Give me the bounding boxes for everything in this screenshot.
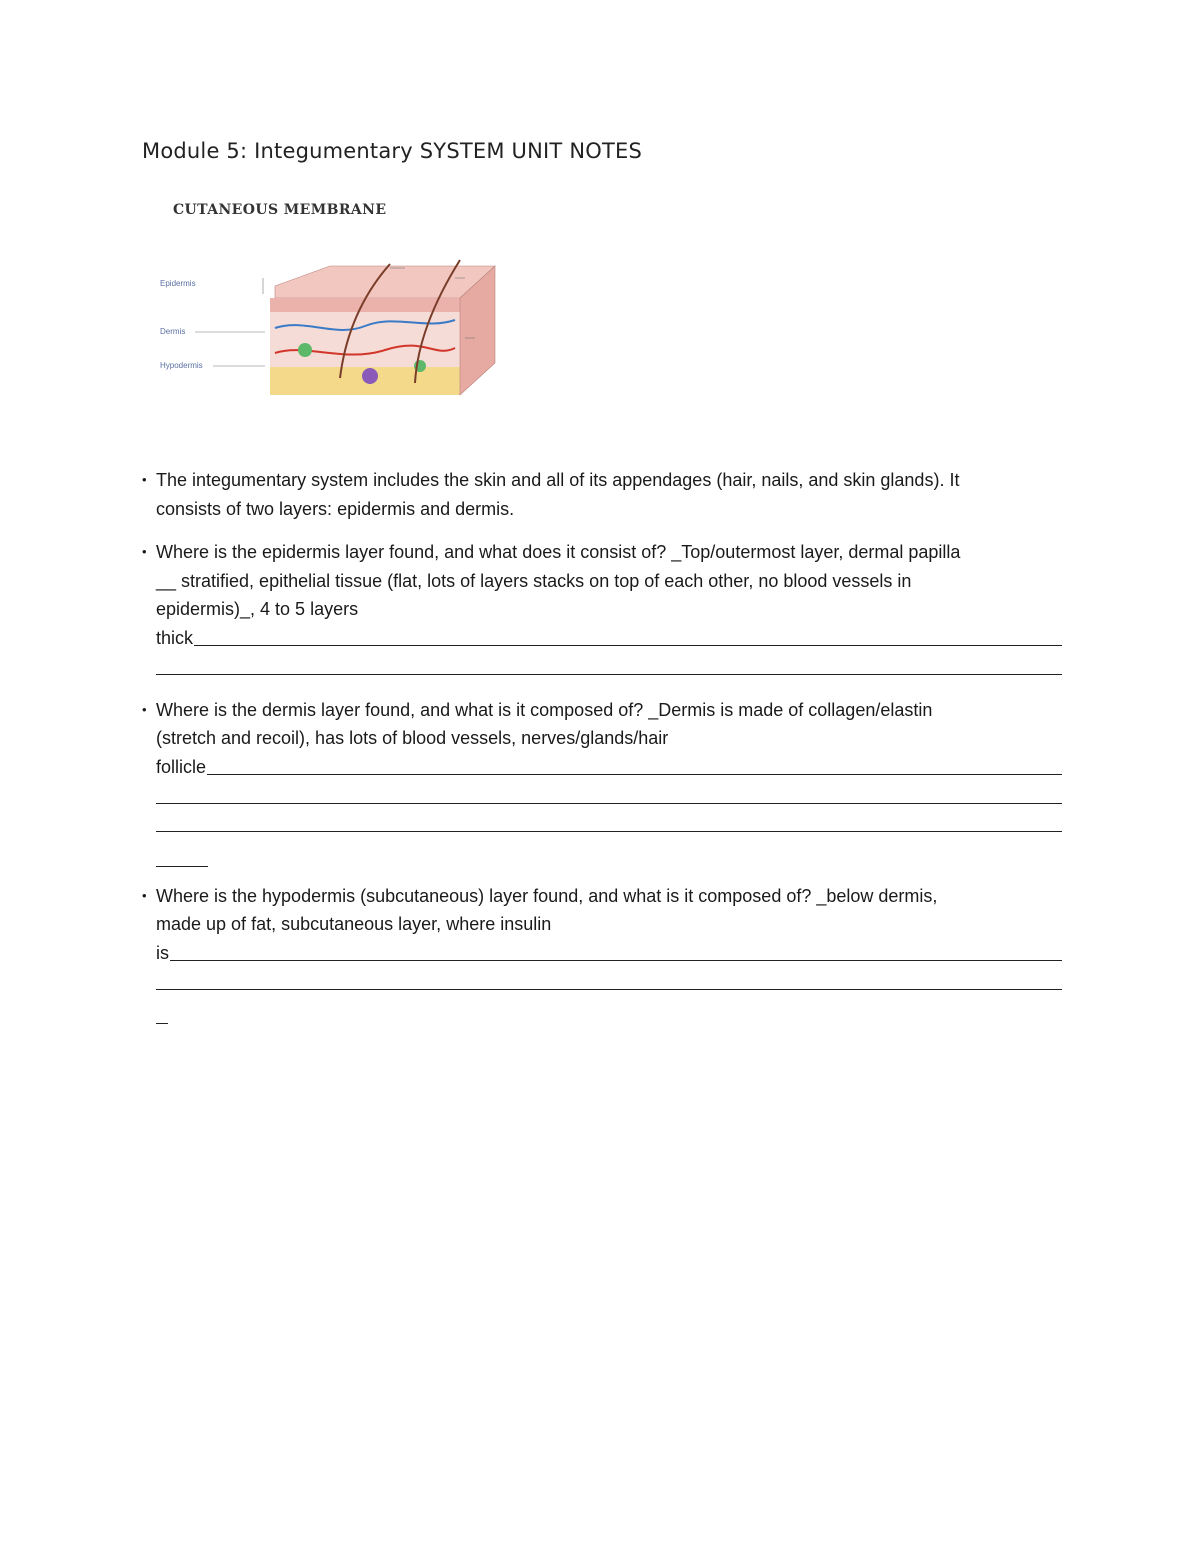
list-item	[142, 538, 1062, 681]
blank-line	[156, 804, 1062, 833]
figure-title: CUTANEOUS MEMBRANE	[173, 202, 387, 218]
skin-diagram	[155, 258, 505, 428]
answer-line-text: thick	[156, 627, 194, 648]
text-line: epidermis)_, 4 to 5 layers	[156, 599, 359, 619]
blank-line	[156, 961, 1062, 990]
list-item	[142, 466, 1062, 523]
text-line: __ stratified, epithelial tissue (flat, lots of layers stacks on top of each other, no blood vessels in	[156, 570, 912, 591]
text-line: consists of two layers: epidermis and dermis.	[156, 498, 515, 519]
blank-line	[156, 1001, 168, 1024]
text-line: Where is the epidermis layer found, and what does it consist of? _Top/outermost layer, dermal papilla	[156, 542, 961, 562]
bullet-icon: •	[142, 544, 147, 559]
bullet-icon: •	[142, 701, 147, 717]
page-title: Module 5: Integumentary SYSTEM UNIT NOTES	[142, 139, 642, 163]
text-line: made up of fat, subcutaneous layer, where insulin	[156, 914, 552, 934]
notes-list	[142, 466, 1062, 1039]
text-line: The integumentary system includes the skin and all of its appendages (hair, nails, and skin glands). It	[156, 470, 960, 490]
text-line: (stretch and recoil), has lots of blood vessels, nerves/glands/hair	[156, 728, 669, 748]
bullet-icon: •	[142, 472, 147, 487]
blank-line	[156, 775, 1062, 804]
bullet-icon: •	[142, 887, 147, 903]
blank-line	[156, 844, 208, 867]
text-line: Where is the dermis layer found, and what is it composed of? _Dermis is made of collagen/elastin	[156, 699, 933, 720]
list-item	[142, 882, 1062, 1025]
label-hypodermis: Hypodermis	[160, 361, 203, 370]
label-epidermis: Epidermis	[160, 279, 196, 288]
answer-line-text: follicle	[156, 756, 207, 777]
blank-line	[156, 646, 1062, 675]
text-line: Where is the hypodermis (subcutaneous) layer found, and what is it composed of? _below dermis,	[156, 885, 938, 906]
list-item	[142, 696, 1062, 867]
answer-line-text: is	[156, 942, 169, 963]
label-dermis: Dermis	[160, 327, 186, 336]
